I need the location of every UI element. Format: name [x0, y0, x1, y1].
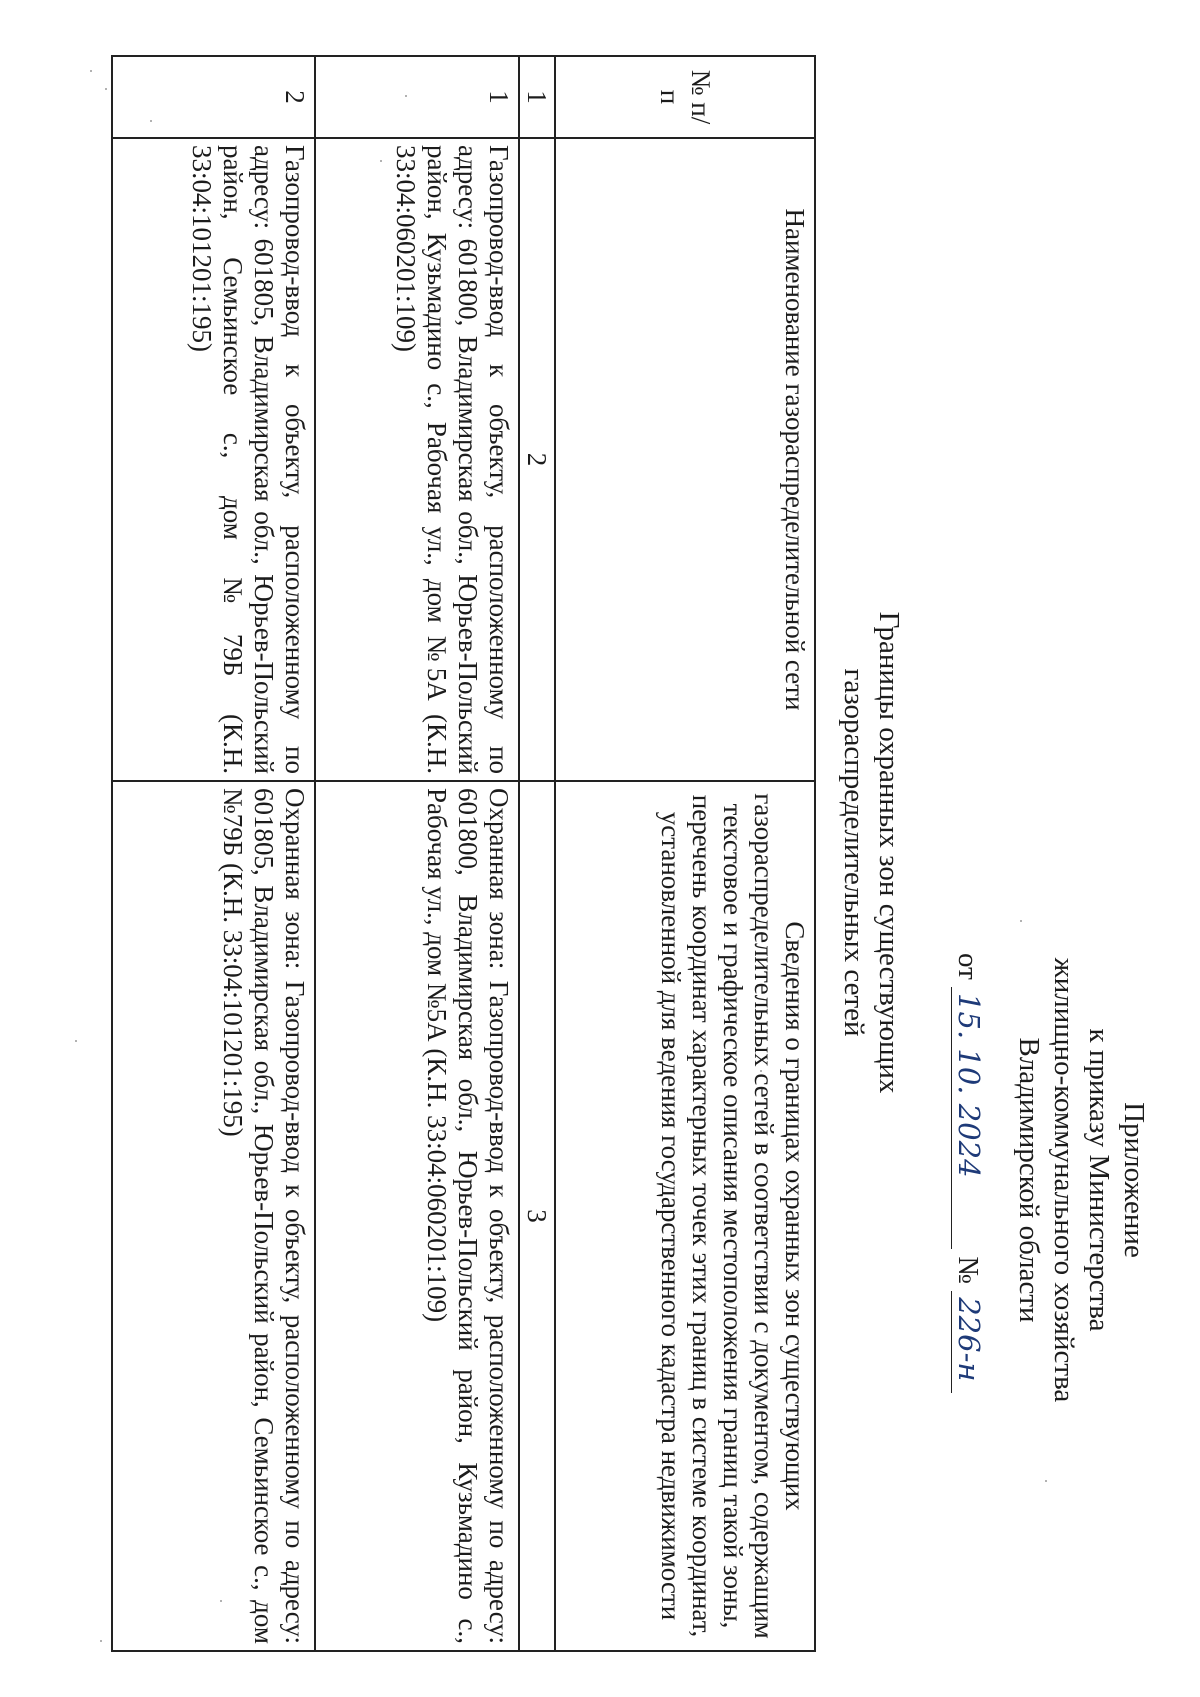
row-number: 2: [112, 56, 316, 138]
appendix-region: Владимирской области: [1013, 1037, 1045, 1323]
zones-table: [111, 55, 816, 1652]
table-row: [112, 56, 316, 1651]
header-network-name: Наименование газораспределительной сети: [555, 138, 815, 781]
document-title: [836, 55, 906, 1650]
rotated-page: [86, 55, 1151, 1650]
table-header-row: [555, 56, 815, 1651]
document-title-line2: газораспределительных сетей: [838, 668, 870, 1037]
scan-speck: [75, 1040, 77, 1042]
number-label: №: [952, 1256, 984, 1284]
appendix-ministry: жилищно-коммунального хозяйства: [1048, 957, 1080, 1403]
appendix-header: [1011, 830, 1151, 1530]
index-cell: 1: [519, 56, 555, 138]
order-date-number: [951, 953, 986, 1553]
table-row: [316, 56, 520, 1651]
row-network-name: Газопровод-ввод к объекту, расположенному по адресу: 601800, Владимирская обл., Юрьев-Польский район, Кузьмадино с., Рабочая ул., дом №5А (К.Н. 33:04:060201:109): [316, 138, 520, 781]
row-number: 1: [316, 56, 520, 138]
index-cell: 3: [519, 781, 555, 1651]
appendix-order-ref: к приказу Министерства: [1083, 1028, 1115, 1332]
row-zone-info: Охранная зона: Газопровод-ввод к объекту, расположенному по адресу: 601800, Владимирская обл., Юрьев-Польский район, Кузьмадино с., Рабочая ул., дом №5А (К.Н. 33:04:060201:109): [316, 781, 520, 1651]
row-network-name: Газопровод-ввод к объекту, расположенному по адресу: 601805, Владимирская обл., Юрьев-Польский район, Семьинское с., дом №79Б (К.Н. 33:04:101201:195): [112, 138, 316, 781]
header-zone-info: Сведения о границах охранных зон существующих газораспределительных сетей в соответствии с документом, содержащим текстовое и графическое описания местоположения границ такой зоны, перечень координат характерных точек этих границ в системе координат, установленной для ведения государственного кадастра недвижимости: [555, 781, 815, 1651]
index-cell: 2: [519, 138, 555, 781]
from-label: от: [952, 953, 984, 980]
document-title-line1: Границы охранных зон существующих: [873, 611, 905, 1094]
row-zone-info: Охранная зона: Газопровод-ввод к объекту, расположенному по адресу: 601805, Владимирская обл., Юрьев-Польский район, Семьинское с., дом №79Б (К.Н. 33:04:101201:195): [112, 781, 316, 1651]
handwritten-date: 15. 10. 2024: [951, 987, 986, 1249]
header-number: № п/п: [555, 56, 815, 138]
appendix-title: Приложение: [1118, 1102, 1150, 1258]
table-index-row: [519, 56, 555, 1651]
handwritten-number: 226-н: [951, 1291, 986, 1393]
